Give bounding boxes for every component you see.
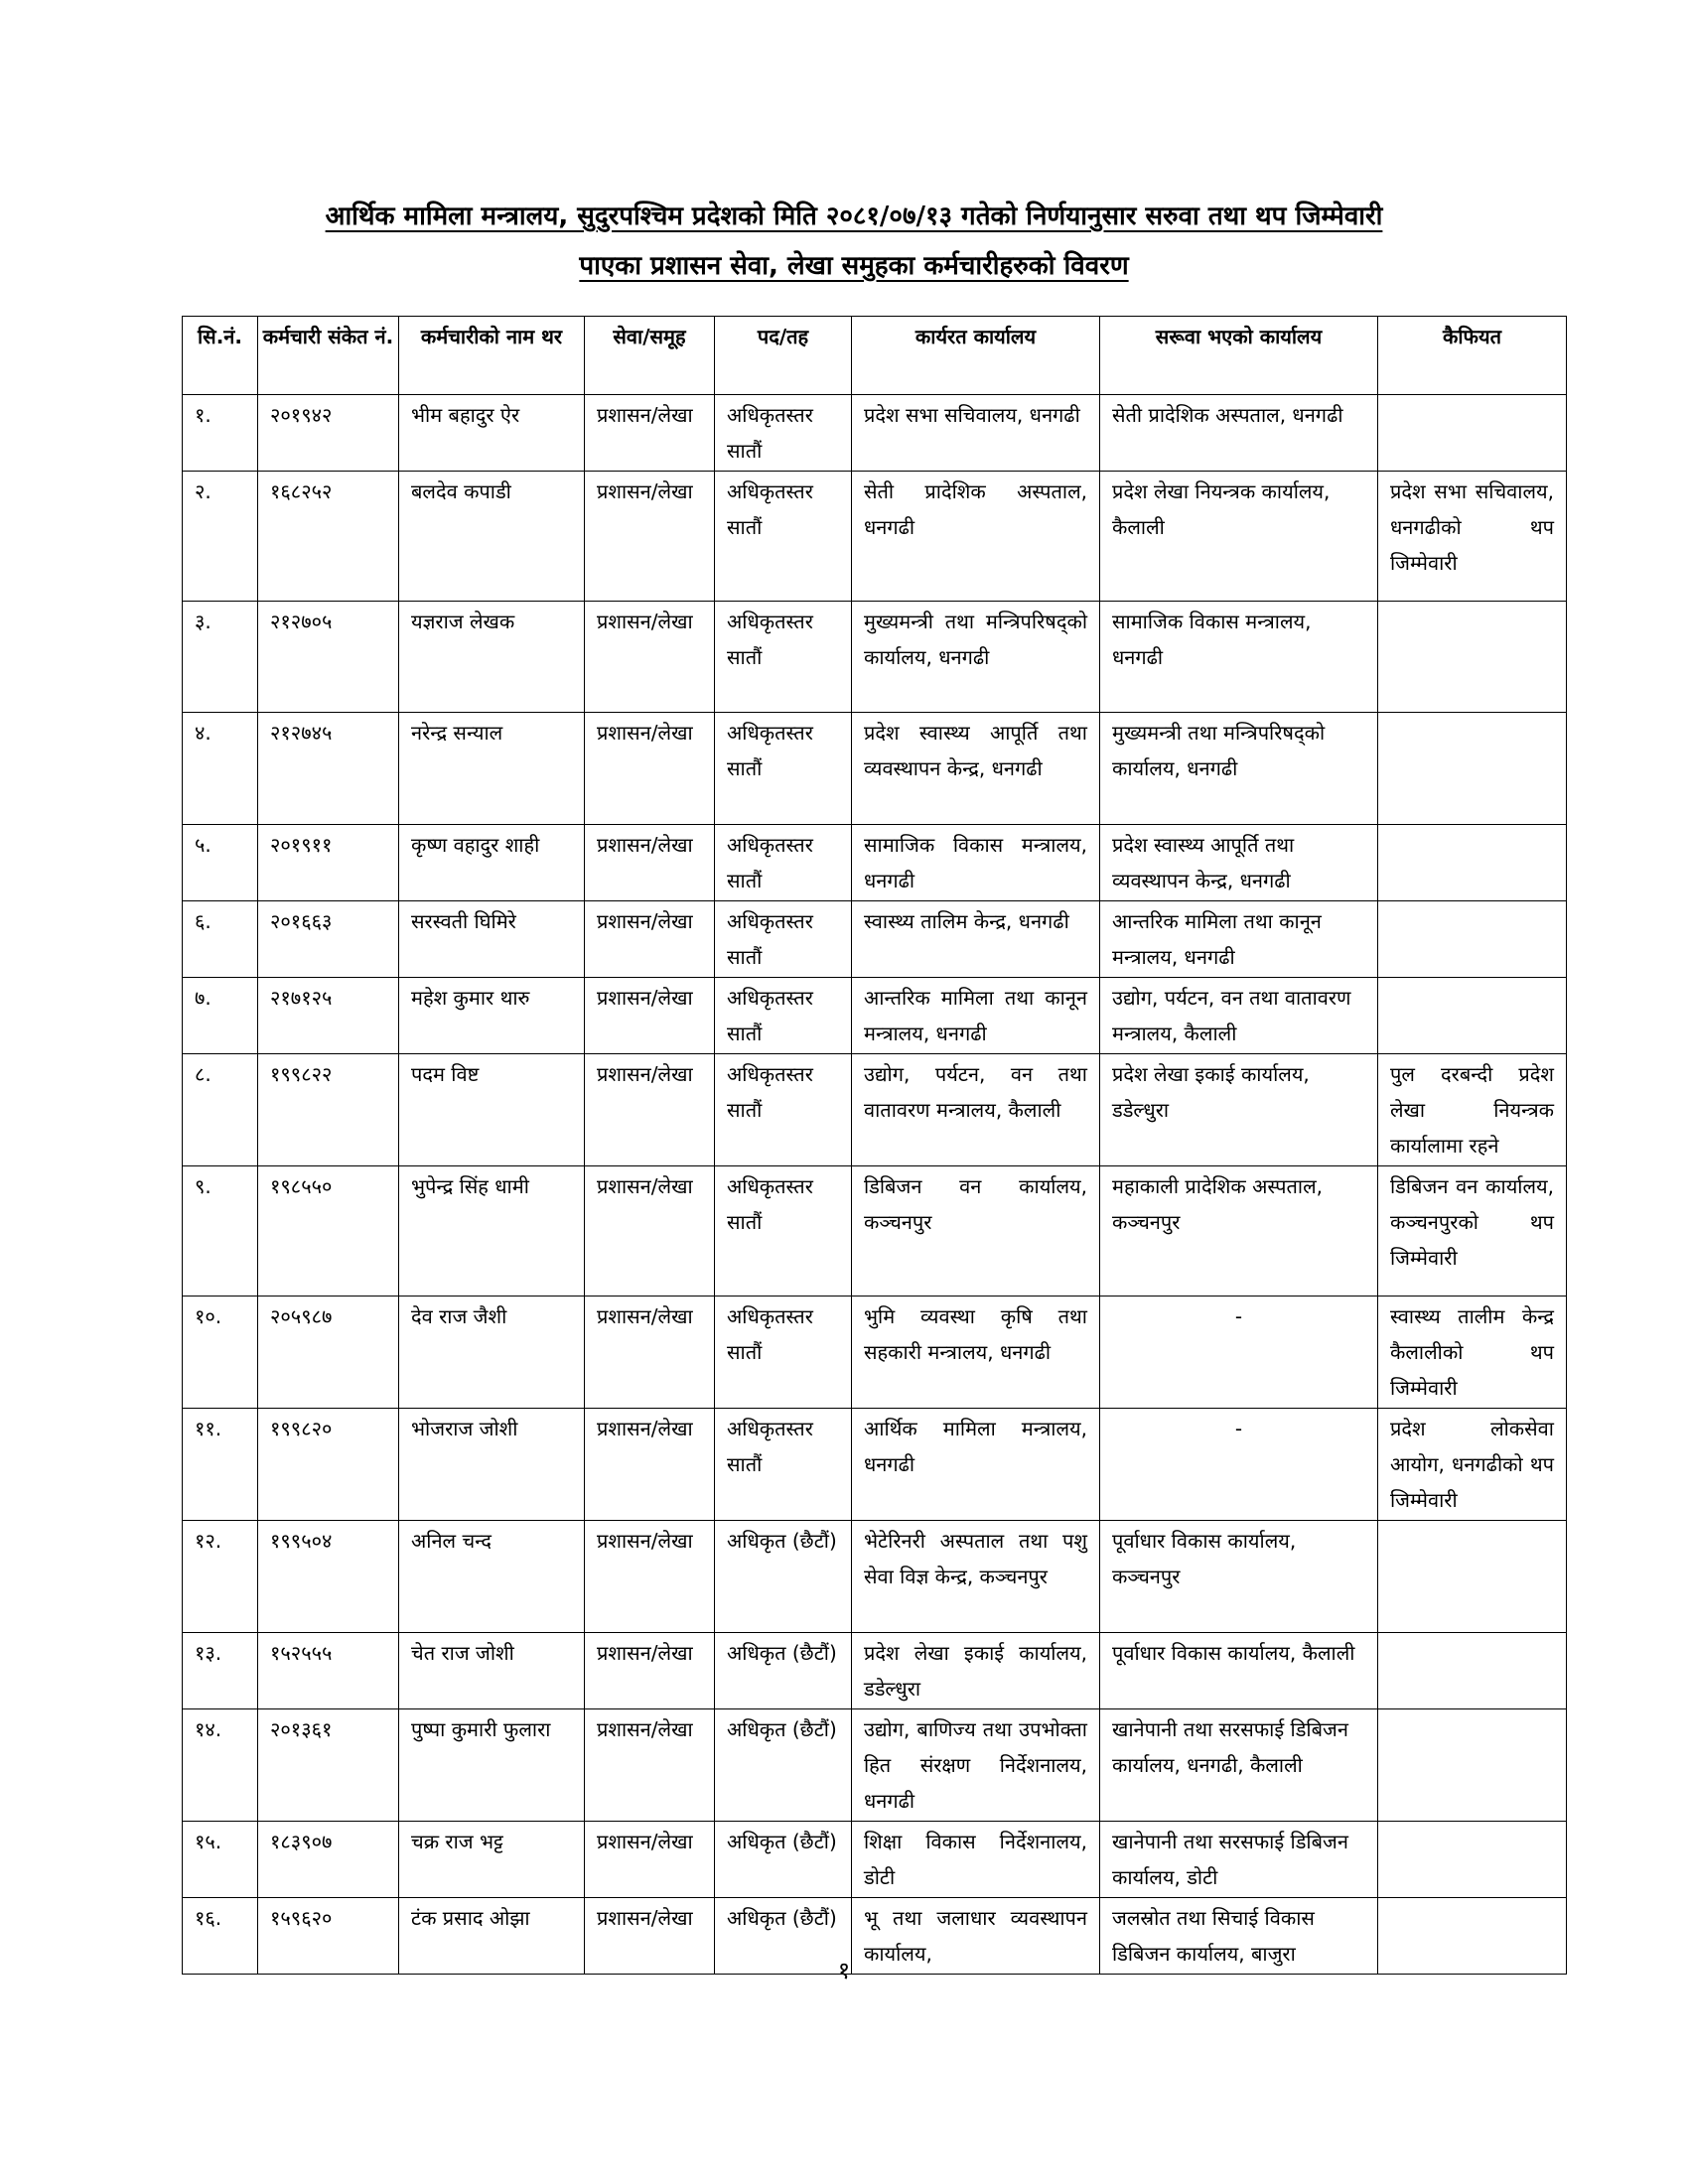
table-row bbox=[183, 901, 1567, 978]
page-number: १ bbox=[837, 1957, 851, 1984]
cell-rank: अधिकृतस्तर सातौं bbox=[715, 1166, 852, 1297]
table-row bbox=[183, 825, 1567, 901]
cell-sn: १०. bbox=[183, 1297, 258, 1409]
cell-current-office: भुमि व्यवस्था कृषि तथा सहकारी मन्त्रालय, धनगढी bbox=[852, 1297, 1100, 1409]
cell-remarks bbox=[1378, 395, 1567, 472]
cell-name: पदम विष्ट bbox=[399, 1054, 585, 1166]
cell-sn: ९. bbox=[183, 1166, 258, 1297]
cell-transfer-office: - bbox=[1100, 1297, 1378, 1409]
cell-rank: अधिकृत (छैटौं) bbox=[715, 1521, 852, 1633]
cell-rank: अधिकृतस्तर सातौं bbox=[715, 713, 852, 825]
cell-service: प्रशासन/लेखा bbox=[585, 1521, 715, 1633]
cell-current-office: उद्योग, बाणिज्य तथा उपभोक्ता हित संरक्षण निर्देशनालय, धनगढी bbox=[852, 1709, 1100, 1822]
cell-service: प्रशासन/लेखा bbox=[585, 602, 715, 713]
cell-name: महेश कुमार थारु bbox=[399, 978, 585, 1054]
cell-code: २१२७०५ bbox=[258, 602, 399, 713]
cell-service: प्रशासन/लेखा bbox=[585, 1709, 715, 1822]
cell-current-office: उद्योग, पर्यटन, वन तथा वातावरण मन्त्रालय, कैलाली bbox=[852, 1054, 1100, 1166]
header-transfer-office: सरूवा भएको कार्यालय bbox=[1100, 317, 1378, 395]
cell-current-office: आर्थिक मामिला मन्त्रालय, धनगढी bbox=[852, 1409, 1100, 1521]
cell-sn: ३. bbox=[183, 602, 258, 713]
cell-remarks bbox=[1378, 1633, 1567, 1709]
cell-code: २०१९४२ bbox=[258, 395, 399, 472]
cell-sn: ४. bbox=[183, 713, 258, 825]
cell-sn: ८. bbox=[183, 1054, 258, 1166]
table-row bbox=[183, 1521, 1567, 1633]
cell-code: २०५९८७ bbox=[258, 1297, 399, 1409]
cell-remarks bbox=[1378, 602, 1567, 713]
cell-sn: १६. bbox=[183, 1898, 258, 1975]
cell-rank: अधिकृतस्तर सातौं bbox=[715, 1297, 852, 1409]
cell-name: चेत राज जोशी bbox=[399, 1633, 585, 1709]
cell-service: प्रशासन/लेखा bbox=[585, 1633, 715, 1709]
cell-service: प्रशासन/लेखा bbox=[585, 1054, 715, 1166]
cell-transfer-office: सेती प्रादेशिक अस्पताल, धनगढी bbox=[1100, 395, 1378, 472]
cell-name: यज्ञराज लेखक bbox=[399, 602, 585, 713]
cell-name: पुष्पा कुमारी फुलारा bbox=[399, 1709, 585, 1822]
table-row bbox=[183, 602, 1567, 713]
cell-remarks: डिबिजन वन कार्यालय, कञ्चनपुरको थप जिम्मेवारी bbox=[1378, 1166, 1567, 1297]
cell-service: प्रशासन/लेखा bbox=[585, 901, 715, 978]
cell-name: सरस्वती घिमिरे bbox=[399, 901, 585, 978]
cell-sn: २. bbox=[183, 472, 258, 602]
document-subtitle: पाएका प्रशासन सेवा, लेखा समुहका कर्मचारीहरुको विवरण bbox=[579, 251, 1129, 281]
cell-rank: अधिकृत (छैटौं) bbox=[715, 1633, 852, 1709]
cell-code: १६८२५२ bbox=[258, 472, 399, 602]
cell-service: प्रशासन/लेखा bbox=[585, 1297, 715, 1409]
table-header-row bbox=[183, 317, 1567, 395]
cell-code: १५९६२० bbox=[258, 1898, 399, 1975]
cell-sn: १. bbox=[183, 395, 258, 472]
cell-current-office: प्रदेश स्वास्थ्य आपूर्ति तथा व्यवस्थापन केन्द्र, धनगढी bbox=[852, 713, 1100, 825]
cell-current-office: मुख्यमन्त्री तथा मन्त्रिपरिषद्को कार्यालय, धनगढी bbox=[852, 602, 1100, 713]
cell-transfer-office: महाकाली प्रादेशिक अस्पताल, कञ्चनपुर bbox=[1100, 1166, 1378, 1297]
cell-transfer-office: आन्तरिक मामिला तथा कानून मन्त्रालय, धनगढी bbox=[1100, 901, 1378, 978]
cell-transfer-office: - bbox=[1100, 1409, 1378, 1521]
cell-code: १५२५५५ bbox=[258, 1633, 399, 1709]
table-row bbox=[183, 472, 1567, 602]
cell-name: भीम बहादुर ऐर bbox=[399, 395, 585, 472]
cell-remarks: प्रदेश लोकसेवा आयोग, धनगढीको थप जिम्मेवारी bbox=[1378, 1409, 1567, 1521]
header-name: कर्मचारीको नाम थर bbox=[399, 317, 585, 395]
cell-current-office: डिबिजन वन कार्यालय, कञ्चनपुर bbox=[852, 1166, 1100, 1297]
cell-sn: ७. bbox=[183, 978, 258, 1054]
cell-service: प्रशासन/लेखा bbox=[585, 978, 715, 1054]
cell-service: प्रशासन/लेखा bbox=[585, 1409, 715, 1521]
cell-transfer-office: खानेपानी तथा सरसफाई डिबिजन कार्यालय, डोटी bbox=[1100, 1822, 1378, 1898]
cell-code: १८३९०७ bbox=[258, 1822, 399, 1898]
cell-remarks bbox=[1378, 978, 1567, 1054]
header-rank: पद/तह bbox=[715, 317, 852, 395]
cell-sn: ५. bbox=[183, 825, 258, 901]
cell-sn: १२. bbox=[183, 1521, 258, 1633]
cell-rank: अधिकृतस्तर सातौं bbox=[715, 395, 852, 472]
cell-code: १९९५०४ bbox=[258, 1521, 399, 1633]
cell-service: प्रशासन/लेखा bbox=[585, 472, 715, 602]
cell-remarks bbox=[1378, 1709, 1567, 1822]
cell-rank: अधिकृत (छैटौं) bbox=[715, 1709, 852, 1822]
cell-service: प्रशासन/लेखा bbox=[585, 713, 715, 825]
cell-transfer-office: मुख्यमन्त्री तथा मन्त्रिपरिषद्को कार्यालय, धनगढी bbox=[1100, 713, 1378, 825]
cell-sn: १५. bbox=[183, 1822, 258, 1898]
cell-transfer-office: प्रदेश स्वास्थ्य आपूर्ति तथा व्यवस्थापन केन्द्र, धनगढी bbox=[1100, 825, 1378, 901]
cell-sn: १३. bbox=[183, 1633, 258, 1709]
table-row bbox=[183, 1709, 1567, 1822]
cell-service: प्रशासन/लेखा bbox=[585, 1166, 715, 1297]
cell-name: भुपेन्द्र सिंह धामी bbox=[399, 1166, 585, 1297]
cell-current-office: सेती प्रादेशिक अस्पताल, धनगढी bbox=[852, 472, 1100, 602]
cell-current-office: भेटेरिनरी अस्पताल तथा पशु सेवा विज्ञ केन्द्र, कञ्चनपुर bbox=[852, 1521, 1100, 1633]
cell-remarks bbox=[1378, 713, 1567, 825]
cell-transfer-office: उद्योग, पर्यटन, वन तथा वातावरण मन्त्रालय, कैलाली bbox=[1100, 978, 1378, 1054]
cell-current-office: स्वास्थ्य तालिम केन्द्र, धनगढी bbox=[852, 901, 1100, 978]
cell-rank: अधिकृत (छैटौं) bbox=[715, 1822, 852, 1898]
cell-current-office: सामाजिक विकास मन्त्रालय, धनगढी bbox=[852, 825, 1100, 901]
table-row bbox=[183, 713, 1567, 825]
cell-transfer-office: सामाजिक विकास मन्त्रालय, धनगढी bbox=[1100, 602, 1378, 713]
cell-name: अनिल चन्द bbox=[399, 1521, 585, 1633]
cell-transfer-office: पूर्वाधार विकास कार्यालय, कैलाली bbox=[1100, 1633, 1378, 1709]
table-row bbox=[183, 1633, 1567, 1709]
cell-code: २०१३६१ bbox=[258, 1709, 399, 1822]
staff-transfer-table bbox=[182, 316, 1567, 1975]
cell-transfer-office: खानेपानी तथा सरसफाई डिबिजन कार्यालय, धनगढी, कैलाली bbox=[1100, 1709, 1378, 1822]
cell-code: २०१६६३ bbox=[258, 901, 399, 978]
table-row bbox=[183, 395, 1567, 472]
cell-rank: अधिकृतस्तर सातौं bbox=[715, 978, 852, 1054]
cell-remarks: पुल दरबन्दी प्रदेश लेखा नियन्त्रक कार्यालामा रहने bbox=[1378, 1054, 1567, 1166]
cell-remarks bbox=[1378, 1521, 1567, 1633]
cell-transfer-office: जलस्रोत तथा सिचाई विकास डिबिजन कार्यालय, बाजुरा bbox=[1100, 1898, 1378, 1975]
cell-rank: अधिकृतस्तर सातौं bbox=[715, 602, 852, 713]
header-sn: सि.नं. bbox=[183, 317, 258, 395]
table-row bbox=[183, 978, 1567, 1054]
header-current-office: कार्यरत कार्यालय bbox=[852, 317, 1100, 395]
cell-service: प्रशासन/लेखा bbox=[585, 825, 715, 901]
cell-rank: अधिकृतस्तर सातौं bbox=[715, 901, 852, 978]
table-row bbox=[183, 1297, 1567, 1409]
header-service: सेवा/समूह bbox=[585, 317, 715, 395]
cell-rank: अधिकृतस्तर सातौं bbox=[715, 825, 852, 901]
cell-code: १९८५५० bbox=[258, 1166, 399, 1297]
cell-remarks bbox=[1378, 825, 1567, 901]
cell-code: २१७१२५ bbox=[258, 978, 399, 1054]
cell-sn: १४. bbox=[183, 1709, 258, 1822]
cell-sn: ६. bbox=[183, 901, 258, 978]
cell-current-office: भू तथा जलाधार व्यवस्थापन कार्यालय, bbox=[852, 1898, 1100, 1975]
cell-name: टंक प्रसाद ओझा bbox=[399, 1898, 585, 1975]
cell-service: प्रशासन/लेखा bbox=[585, 395, 715, 472]
cell-name: बलदेव कपाडी bbox=[399, 472, 585, 602]
cell-remarks: स्वास्थ्य तालीम केन्द्र कैलालीको थप जिम्मेवारी bbox=[1378, 1297, 1567, 1409]
cell-current-office: शिक्षा विकास निर्देशनालय, डोटी bbox=[852, 1822, 1100, 1898]
cell-name: नरेन्द्र सन्याल bbox=[399, 713, 585, 825]
cell-code: १९९८२० bbox=[258, 1409, 399, 1521]
cell-rank: अधिकृतस्तर सातौं bbox=[715, 472, 852, 602]
cell-name: चक्र राज भट्ट bbox=[399, 1822, 585, 1898]
cell-code: २१२७४५ bbox=[258, 713, 399, 825]
cell-current-office: प्रदेश लेखा इकाई कार्यालय, डडेल्धुरा bbox=[852, 1633, 1100, 1709]
cell-rank: अधिकृतस्तर सातौं bbox=[715, 1054, 852, 1166]
cell-transfer-office: पूर्वाधार विकास कार्यालय, कञ्चनपुर bbox=[1100, 1521, 1378, 1633]
table-row bbox=[183, 1822, 1567, 1898]
cell-code: १९९८२२ bbox=[258, 1054, 399, 1166]
table-row bbox=[183, 1054, 1567, 1166]
header-code: कर्मचारी संकेत नं. bbox=[258, 317, 399, 395]
table-row bbox=[183, 1409, 1567, 1521]
document-title: आर्थिक मामिला मन्त्रालय, सुदुरपश्चिम प्रदेशको मिति २०८१/०७/१३ गतेको निर्णयानुसार सरुवा तथा थप जिम्मेवारी bbox=[325, 202, 1383, 231]
header-remarks: कैफियत bbox=[1378, 317, 1567, 395]
cell-current-office: प्रदेश सभा सचिवालय, धनगढी bbox=[852, 395, 1100, 472]
cell-transfer-office: प्रदेश लेखा नियन्त्रक कार्यालय, कैलाली bbox=[1100, 472, 1378, 602]
cell-name: कृष्ण वहादुर शाही bbox=[399, 825, 585, 901]
cell-code: २०१९११ bbox=[258, 825, 399, 901]
cell-service: प्रशासन/लेखा bbox=[585, 1898, 715, 1975]
table-row bbox=[183, 1166, 1567, 1297]
cell-current-office: आन्तरिक मामिला तथा कानून मन्त्रालय, धनगढी bbox=[852, 978, 1100, 1054]
cell-rank: अधिकृत (छैटौं) bbox=[715, 1898, 852, 1975]
cell-name: देव राज जैशी bbox=[399, 1297, 585, 1409]
cell-remarks bbox=[1378, 901, 1567, 978]
cell-transfer-office: प्रदेश लेखा इकाई कार्यालय, डडेल्धुरा bbox=[1100, 1054, 1378, 1166]
cell-remarks bbox=[1378, 1822, 1567, 1898]
cell-name: भोजराज जोशी bbox=[399, 1409, 585, 1521]
cell-service: प्रशासन/लेखा bbox=[585, 1822, 715, 1898]
cell-rank: अधिकृतस्तर सातौं bbox=[715, 1409, 852, 1521]
cell-remarks: प्रदेश सभा सचिवालय, धनगढीको थप जिम्मेवारी bbox=[1378, 472, 1567, 602]
cell-sn: ११. bbox=[183, 1409, 258, 1521]
